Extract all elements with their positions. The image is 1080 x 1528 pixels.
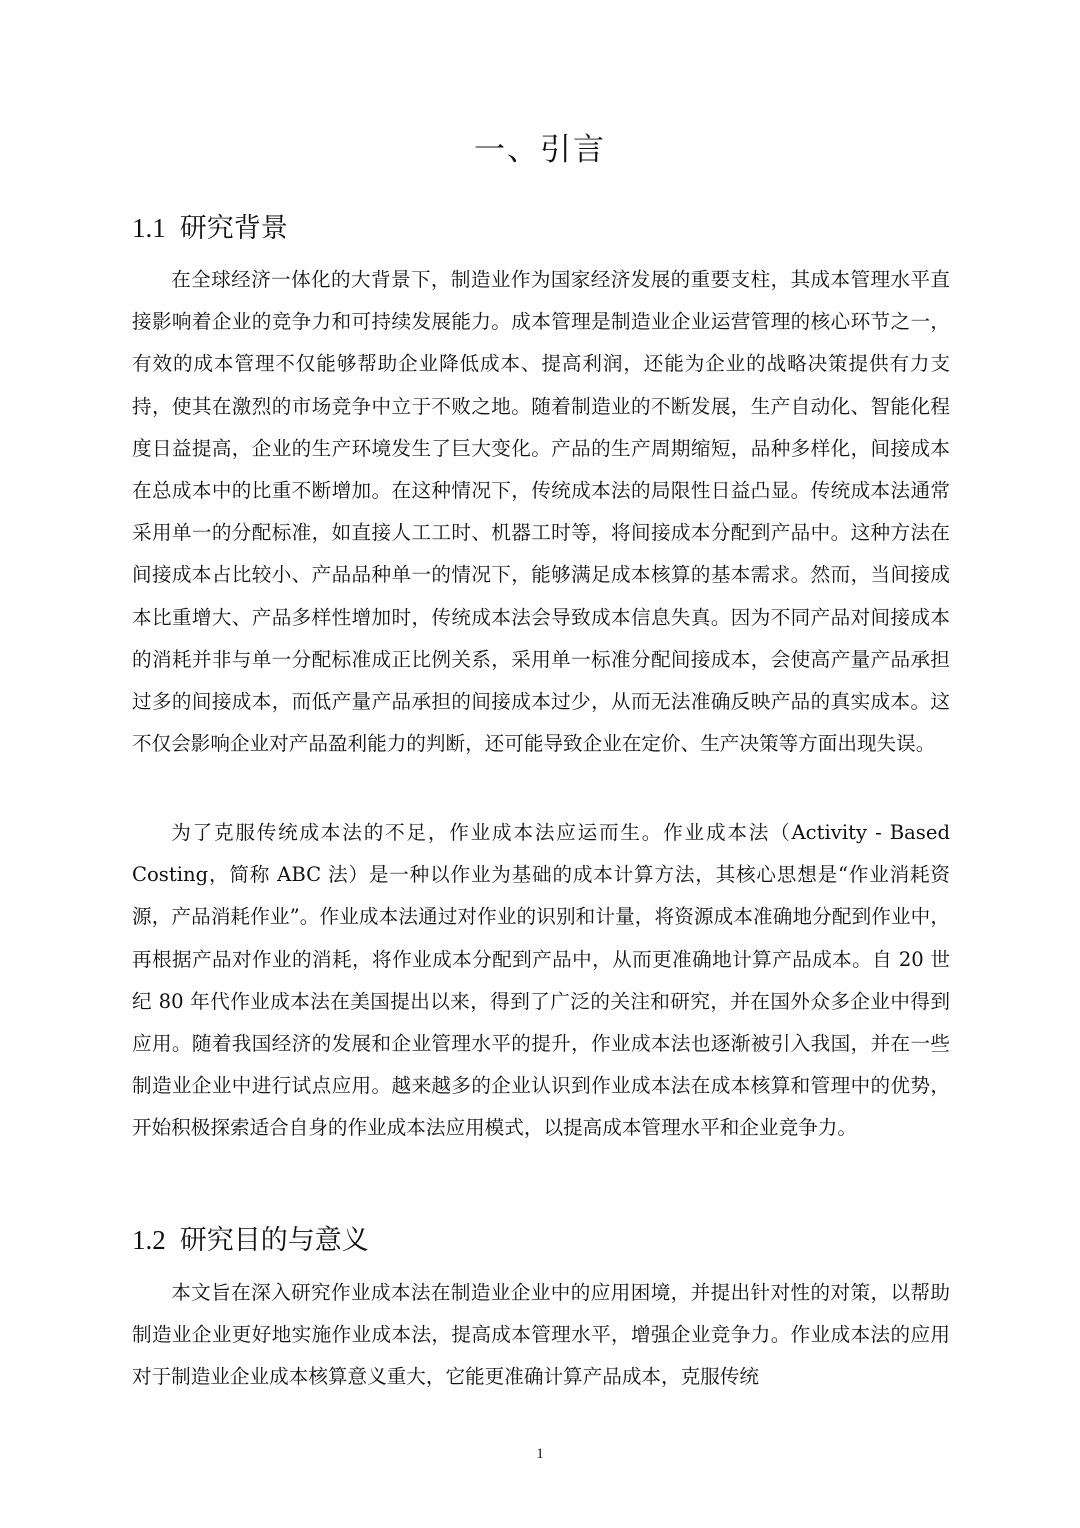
section-title-text: 研究背景 [179, 213, 288, 244]
section-heading-purpose [132, 1222, 369, 1259]
chapter-title: 一、引言 [474, 132, 606, 168]
body-paragraph: 在全球经济一体化的大背景下，制造业作为国家经济发展的重要支柱，其成本管理水平直接影响着企业的竞争力和可持续发展能力。成本管理是制造业企业运营管理的核心环节之一，有效的成本管理不仅能够帮助企业降低成本、提高利润，还能为企业的战略决策提供有力支持，使其在激烈的市场竞争中立于不败之地。随着制造业的不断发展，生产自动化、智能化程度日益提高，企业的生产环境发生了巨大变化。产品的生产周期缩短，品种多样化，间接成本在总成本中的比重不断增加。在这种情况下，传统成本法的局限性日益凸显。传统成本法通常采用单一的分配标准，如直接人工工时、机器工时等，将间接成本分配到产品中。这种方法在间接成本占比较小、产品品种单一的情况下，能够满足成本核算的基本需求。然而，当间接成本比重增大、产品多样性增加时，传统成本法会导致成本信息失真。因为不同产品对间接成本的消耗并非与单一分配标准成正比例关系，采用单一标准分配间接成本，会使高产量产品承担过多的间接成本，而低产量产品承担的间接成本过少，从而无法准确反映产品的真实成本。这不仅会影响企业对产品盈利能力的判断，还可能导致企业在定价、生产决策等方面出现失误。 [132, 268, 950, 756]
section-heading-background [132, 210, 288, 247]
body-paragraph: 本文旨在深入研究作业成本法在制造业企业中的应用困境，并提出针对性的对策，以帮助制造业企业更好地实施作业成本法，提高成本管理水平，增强企业竞争力。作业成本法的应用对于制造业企业成本核算意义重大，它能更准确计算产品成本，克服传统 [132, 1281, 950, 1389]
section-title-text: 研究目的与意义 [179, 1225, 369, 1256]
page-number: 1 [536, 1446, 544, 1462]
section-number: 1.1 [132, 213, 166, 243]
section-number: 1.2 [132, 1225, 166, 1255]
body-paragraph: 为了克服传统成本法的不足，作业成本法应运而生。作业成本法（Activity - Based Costing，简称 ABC 法）是一种以作业为基础的成本计算方法，其核心思想是“作业消耗资源，产品消耗作业”。作业成本法通过对作业的识别和计量，将资源成本准确地分配到作业中，再根据产品对作业的消耗，将作业成本分配到产品中，从而更准确地计算产品成本。自 20 世纪 80 年代作业成本法在美国提出以来，得到了广泛的关注和研究，并在国外众多企业中得到应用。随着我国经济的发展和企业管理水平的提升，作业成本法也逐渐被引入我国，并在一些制造业企业中进行试点应用。越来越多的企业认识到作业成本法在成本核算和管理中的优势，开始积极探索适合自身的作业成本法应用模式，以提高成本管理水平和企业竞争力。 [132, 821, 950, 1140]
